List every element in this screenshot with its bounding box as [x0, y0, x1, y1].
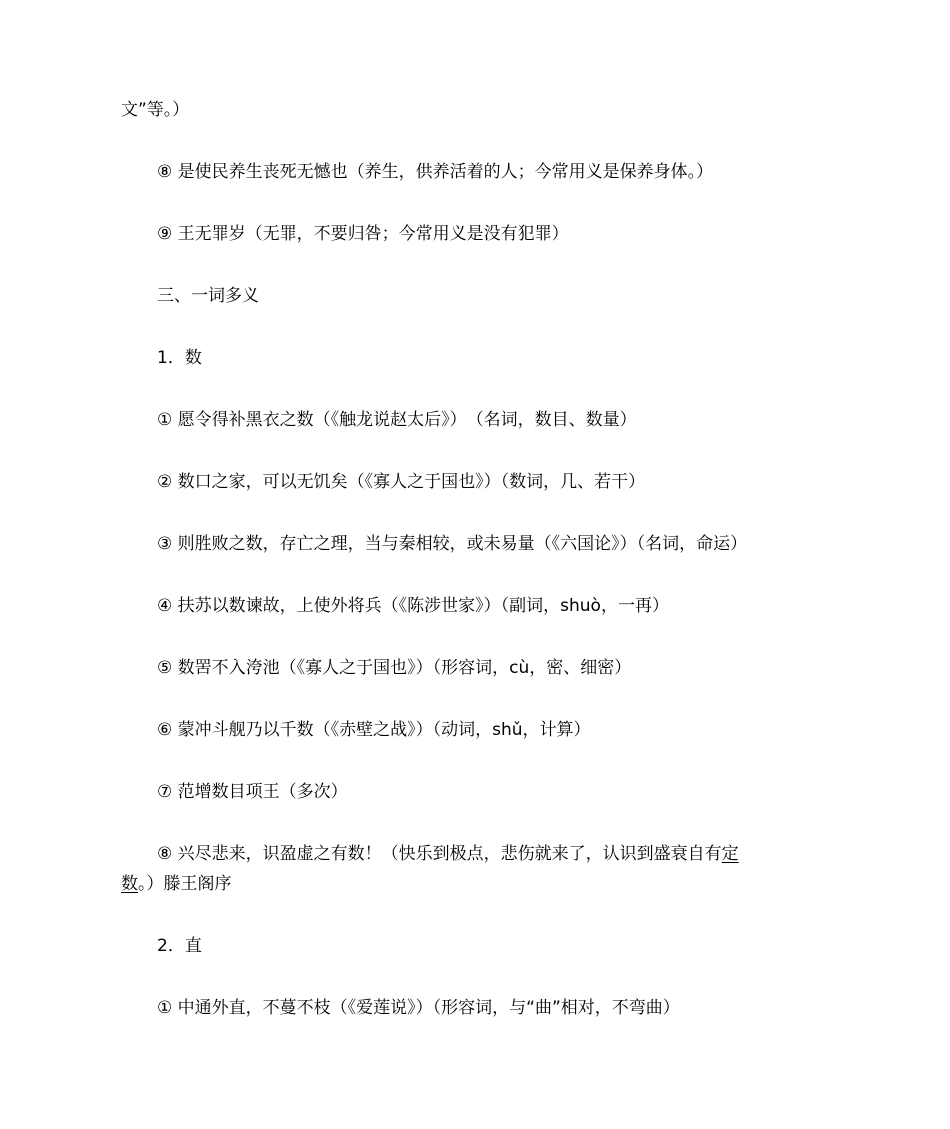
example-shu-3: ③ 则胜败之数，存亡之理，当与秦相较，或未易量（《六国论》）（名词，命运） — [157, 534, 748, 554]
underlined-word-part-2: 数 — [121, 874, 138, 894]
text-line-item-8: ⑧ 是使民养生丧死无憾也（养生，供养活着的人；今常用义是保养身体。） — [157, 162, 714, 182]
example-shu-1: ① 愿令得补黑衣之数（《触龙说赵太后》） （名词，数目、数量） — [157, 410, 637, 430]
example-zhi-1: ① 中通外直，不蔓不枝（《爱莲说》）（形容词，与“曲”相对，不弯曲） — [157, 998, 680, 1018]
example-shu-2: ② 数口之家，可以无饥矣（《寡人之于国也》）（数词，几、若干） — [157, 472, 646, 492]
section-heading-polysemy: 三、一词多义 — [157, 286, 259, 306]
subheading-zhi: 2．直 — [157, 936, 202, 956]
example-shu-8 — [157, 842, 739, 866]
text-line-item-9: ⑨ 王无罪岁（无罪，不要归咎；今常用义是没有犯罪） — [157, 224, 569, 244]
example-shu-8-source: 。）滕王阁序 — [138, 874, 232, 894]
example-shu-4: ④ 扶苏以数谏故，上使外将兵（《陈涉世家》）（副词，shuò，一再） — [157, 596, 669, 616]
example-shu-5: ⑤ 数罟不入洿池（《寡人之于国也》）（形容词，cù，密、细密） — [157, 658, 632, 678]
text-line-continuation: 文”等。） — [121, 100, 190, 120]
example-shu-6: ⑥ 蒙冲斗舰乃以千数（《赤壁之战》）（动词，shǔ，计算） — [157, 720, 591, 740]
example-shu-7: ⑦ 范增数目项王（多次） — [157, 782, 348, 802]
underlined-word-part-1: 定 — [721, 844, 739, 864]
example-shu-8-continued — [121, 872, 232, 896]
example-shu-8-text: ⑧ 兴尽悲来，识盈虚之有数！（快乐到极点，悲伤就来了，认识到盛衰自有 — [157, 844, 722, 864]
subheading-shu: 1．数 — [157, 348, 202, 368]
